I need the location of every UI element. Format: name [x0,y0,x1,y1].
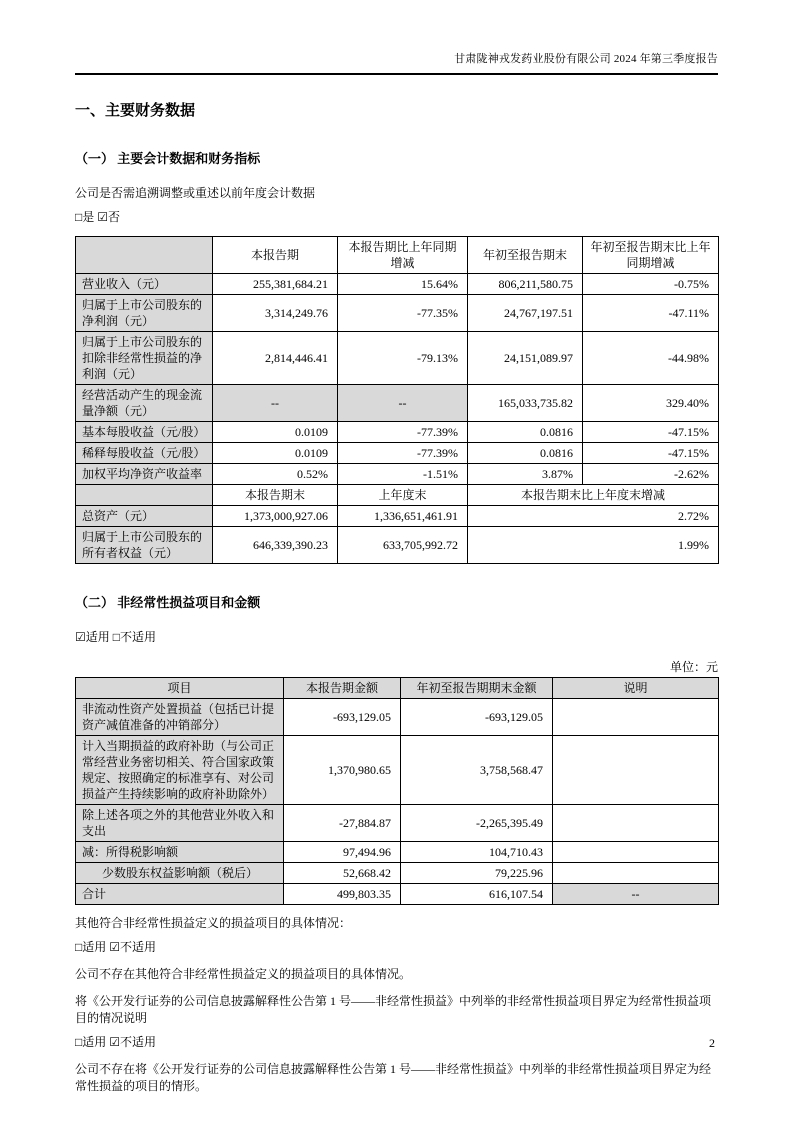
value-cell: -47.15% [583,443,719,464]
value-cell: -47.15% [583,422,719,443]
table-row [76,506,719,527]
value-cell: 97,494.96 [284,842,401,863]
value-cell: -47.11% [583,295,719,332]
row-label-cell: 合计 [76,884,284,905]
header-cell: 说明 [553,678,719,699]
row-label-cell: 归属于上市公司股东的扣除非经常性损益的净利润（元） [76,332,213,385]
header-cell: 本报告期 [213,237,338,274]
table-row [76,443,719,464]
row-label-cell: 总资产（元） [76,506,213,527]
table-row [76,736,719,805]
value-cell: 15.64% [338,274,468,295]
unit-label: 单位：元 [669,660,718,674]
other-items-text: 公司不存在其他符合非经常性损益定义的损益项目的具体情况。 [75,967,412,981]
table-row [76,274,719,295]
header-cell: 项目 [76,678,284,699]
definition-text: 公司不存在将《公开发行证券的公司信息披露解释性公告第 1 号——非经常性损益》中列举的非经常性损益项目界定为经常性损益的项目的情形。 [75,1062,712,1093]
row-label-cell: 稀释每股收益（元/股） [76,443,213,464]
applicable-checkboxes: ☑适用 □不适用 [75,630,157,644]
page-content [75,0,718,1095]
value-cell: 1,336,651,461.91 [338,506,468,527]
note-cell [553,699,719,736]
page-number: 2 [709,1036,715,1050]
note-cell [553,736,719,805]
note-cell [553,863,719,884]
section-two-heading: （二） 非经常性损益项目和金额 [75,595,261,610]
value-cell: -2.62% [583,464,719,485]
key-financials-table [75,236,719,564]
table-subheader-row [76,485,719,506]
value-cell: 1,373,000,927.06 [213,506,338,527]
table-row [76,842,719,863]
table-total-row [76,884,719,905]
value-cell: 0.0109 [213,443,338,464]
value-cell: 2.72% [468,506,719,527]
value-cell: 633,705,992.72 [338,527,468,564]
row-label-cell: 营业收入（元） [76,274,213,295]
value-cell: -693,129.05 [401,699,553,736]
note-cell [553,805,719,842]
header-cell: 年初至报告期末比上年同期增减 [583,237,719,274]
header-cell [76,237,213,274]
table-row [76,464,719,485]
row-label-cell: 计入当期损益的政府补助（与公司正常经营业务密切相关、符合国家政策规定、按照确定的标准享有、对公司损益产生持续影响的政府补助除外） [76,736,284,805]
table-row [76,422,719,443]
table-row [76,332,719,385]
header-cell [76,485,213,506]
value-cell: 0.0816 [468,443,583,464]
row-label-cell: 非流动性资产处置损益（包括已计提资产减值准备的冲销部分） [76,699,284,736]
value-cell: 499,803.35 [284,884,401,905]
value-cell: 79,225.96 [401,863,553,884]
value-cell: -77.39% [338,422,468,443]
value-cell: 3,314,249.76 [213,295,338,332]
other-items-checkboxes: □适用 ☑不适用 [75,940,157,954]
table-row [76,805,719,842]
row-label-cell: 基本每股收益（元/股） [76,422,213,443]
row-label-cell: 少数股东权益影响额（税后） [76,863,284,884]
value-cell: 24,151,089.97 [468,332,583,385]
value-cell: 165,033,735.82 [468,385,583,422]
value-cell: 52,668.42 [284,863,401,884]
non-recurring-items-table [75,677,719,905]
value-cell: 255,381,684.21 [213,274,338,295]
value-cell: 0.52% [213,464,338,485]
section-one-heading: （一） 主要会计数据和财务指标 [75,151,261,166]
header-cell: 年初至报告期期末金额 [401,678,553,699]
value-cell: 329.40% [583,385,719,422]
restate-answer-checkboxes: □是 ☑否 [75,210,121,224]
value-cell: -693,129.05 [284,699,401,736]
value-cell: 3.87% [468,464,583,485]
definition-title: 将《公开发行证券的公司信息披露解释性公告第 1 号——非经常性损益》中列举的非经常性损益项目界定为经常性损益项目的情况说明 [75,994,712,1025]
definition-checkboxes: □适用 ☑不适用 [75,1035,157,1049]
row-label-cell: 经营活动产生的现金流量净额（元） [76,385,213,422]
header-cell: 年初至报告期末 [468,237,583,274]
report-header [75,0,718,75]
row-label-cell: 除上述各项之外的其他营业外收入和支出 [76,805,284,842]
table-row [76,295,719,332]
row-label-cell: 减：所得税影响额 [76,842,284,863]
row-label-cell: 归属于上市公司股东的所有者权益（元） [76,527,213,564]
value-cell: -27,884.87 [284,805,401,842]
value-cell: -- [338,385,468,422]
row-label-cell: 归属于上市公司股东的净利润（元） [76,295,213,332]
value-cell: -79.13% [338,332,468,385]
value-cell: 616,107.54 [401,884,553,905]
value-cell: 1.99% [468,527,719,564]
value-cell: -44.98% [583,332,719,385]
value-cell: 24,767,197.51 [468,295,583,332]
value-cell: 0.0109 [213,422,338,443]
value-cell: -77.35% [338,295,468,332]
section-main-heading: 一、主要财务数据 [75,103,196,119]
note-cell [553,842,719,863]
value-cell: 646,339,390.23 [213,527,338,564]
note-cell: -- [553,884,719,905]
table-row [76,385,719,422]
row-label-cell: 加权平均净资产收益率 [76,464,213,485]
table-row [76,863,719,884]
value-cell: -1.51% [338,464,468,485]
value-cell: -0.75% [583,274,719,295]
header-cell: 本报告期末比上年度末增减 [468,485,719,506]
restate-question: 公司是否需追溯调整或重述以前年度会计数据 [75,186,316,200]
value-cell: 2,814,446.41 [213,332,338,385]
value-cell: 1,370,980.65 [284,736,401,805]
table-header-row [76,237,719,274]
header-cell: 本报告期比上年同期增减 [338,237,468,274]
report-header-title: 甘肃陇神戎发药业股份有限公司 2024 年第三季度报告 [454,53,718,65]
header-cell: 本报告期末 [213,485,338,506]
header-cell: 本报告期金额 [284,678,401,699]
table-header-row [76,678,719,699]
value-cell: 3,758,568.47 [401,736,553,805]
other-items-title: 其他符合非经常性损益定义的损益项目的具体情况： [75,916,352,930]
value-cell: 104,710.43 [401,842,553,863]
table-row [76,527,719,564]
value-cell: 806,211,580.75 [468,274,583,295]
value-cell: -- [213,385,338,422]
table-row [76,699,719,736]
value-cell: -2,265,395.49 [401,805,553,842]
value-cell: -77.39% [338,443,468,464]
value-cell: 0.0816 [468,422,583,443]
header-cell: 上年度末 [338,485,468,506]
